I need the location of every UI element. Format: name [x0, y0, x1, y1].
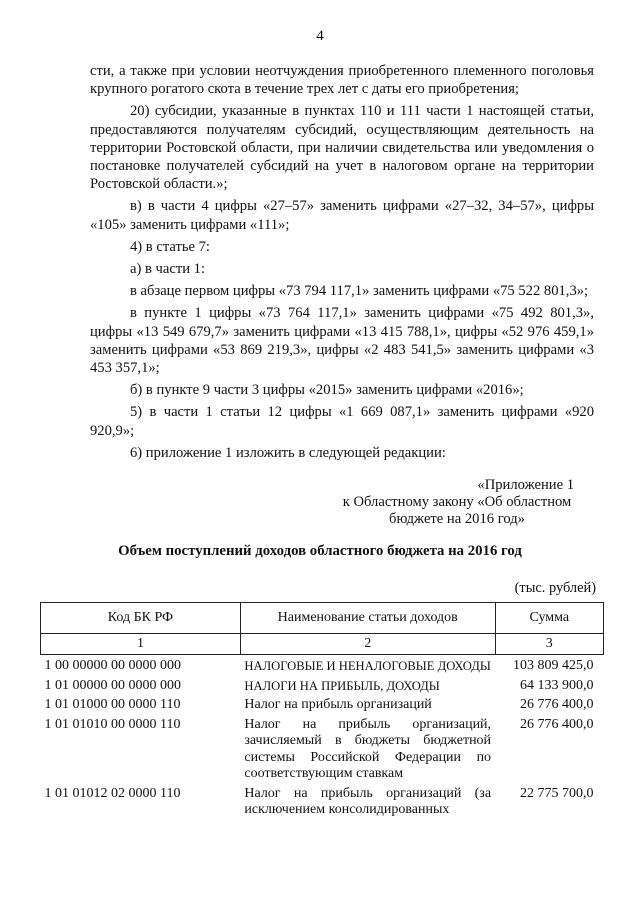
appendix-line: к Областному закону «Об областном [342, 494, 572, 510]
row-sum: 26 776 400,0 [520, 716, 594, 732]
header-name: Наименование статьи доходов [240, 603, 495, 634]
table-row [41, 694, 604, 714]
column-number: 1 [41, 634, 241, 655]
appendix-line: бюджете на 2016 год» [389, 511, 525, 527]
table-row [41, 675, 604, 695]
paragraph: в абзаце первом цифры «73 794 117,1» заменить цифрами «75 522 801,3»; [130, 283, 589, 300]
row-code: 1 01 01010 00 0000 110 [44, 716, 181, 732]
table-row [41, 714, 604, 783]
header-sum: Сумма [495, 603, 603, 634]
table-title: Объем поступлений доходов областного бюджета на 2016 год [118, 543, 522, 559]
row-code: 1 01 01012 02 0000 110 [44, 785, 181, 801]
row-code: 1 01 01000 00 0000 110 [44, 697, 181, 712]
paragraph: 20) субсидии, указанные в пунктах 110 и 111 части 1 настоящей статьи, предоставляются получателям субсидий, осуществляющим деятельность на территории Ростовской области, при наличии свидетельства или уведомления о постановке получателей субсидий на учет в налоговом органе на территории Ростовской области.»; [90, 103, 594, 193]
row-sum: 26 776 400,0 [520, 697, 594, 712]
paragraph: в пункте 1 цифры «73 764 117,1» заменить цифрами «75 492 801,3», цифры «13 549 679,7» заменить цифрами «13 415 788,1», цифры «52 976 459,1» заменить цифрами «53 869 219,3», цифры «2 483 541,5» заменить цифрами «3 453 357,1»; [90, 305, 594, 377]
paragraph: а) в части 1: [130, 261, 206, 278]
units-label: (тыс. рублей) [514, 580, 596, 596]
header-code: Код БК РФ [41, 603, 241, 634]
table-row [41, 783, 604, 819]
row-name: НАЛОГИ НА ПРИБЫЛЬ, ДОХОДЫ [244, 678, 440, 693]
revenue-table [40, 602, 604, 819]
column-number: 2 [240, 634, 495, 655]
row-sum: 22 775 700,0 [520, 785, 594, 801]
appendix-header [320, 477, 594, 528]
paragraph: б) в пункте 9 части 3 цифры «2015» заменить цифрами «2016»; [130, 382, 524, 399]
row-name: Налог на прибыль организаций (за исключением консолидированных [244, 785, 492, 817]
paragraph: сти, а также при условии неотчуждения приобретенного племенного поголовья крупного рогатого скота в течение трех лет с даты его приобретения; [90, 63, 594, 98]
column-number: 3 [495, 634, 603, 655]
appendix-line: «Приложение 1 [477, 477, 574, 493]
row-sum: 64 133 900,0 [520, 677, 594, 693]
table-row [41, 655, 604, 675]
row-name: Налог на прибыль организаций, зачисляемый в бюджеты бюджетной системы Российской Федерации по соответствующим ставкам [244, 716, 492, 781]
row-code: 1 00 00000 00 0000 000 [44, 658, 181, 673]
table-header-row [41, 603, 604, 634]
row-name: НАЛОГОВЫЕ И НЕНАЛОГОВЫЕ ДОХОДЫ [244, 659, 491, 673]
paragraph: 5) в части 1 статьи 12 цифры «1 669 087,1» заменить цифрами «920 920,9»; [90, 404, 594, 439]
row-sum: 103 809 425,0 [513, 658, 594, 673]
row-code: 1 01 00000 00 0000 000 [44, 677, 181, 693]
body-text [90, 62, 594, 466]
paragraph: 4) в статье 7: [130, 238, 210, 255]
paragraph: в) в части 4 цифры «27–57» заменить цифрами «27–32, 34–57», цифры «105» заменить цифрами «111»; [90, 198, 594, 233]
paragraph: 6) приложение 1 изложить в следующей редакции: [130, 444, 446, 461]
row-name: Налог на прибыль организаций [244, 697, 432, 712]
table-column-numbers-row [41, 634, 604, 655]
page-number: 4 [316, 28, 324, 44]
